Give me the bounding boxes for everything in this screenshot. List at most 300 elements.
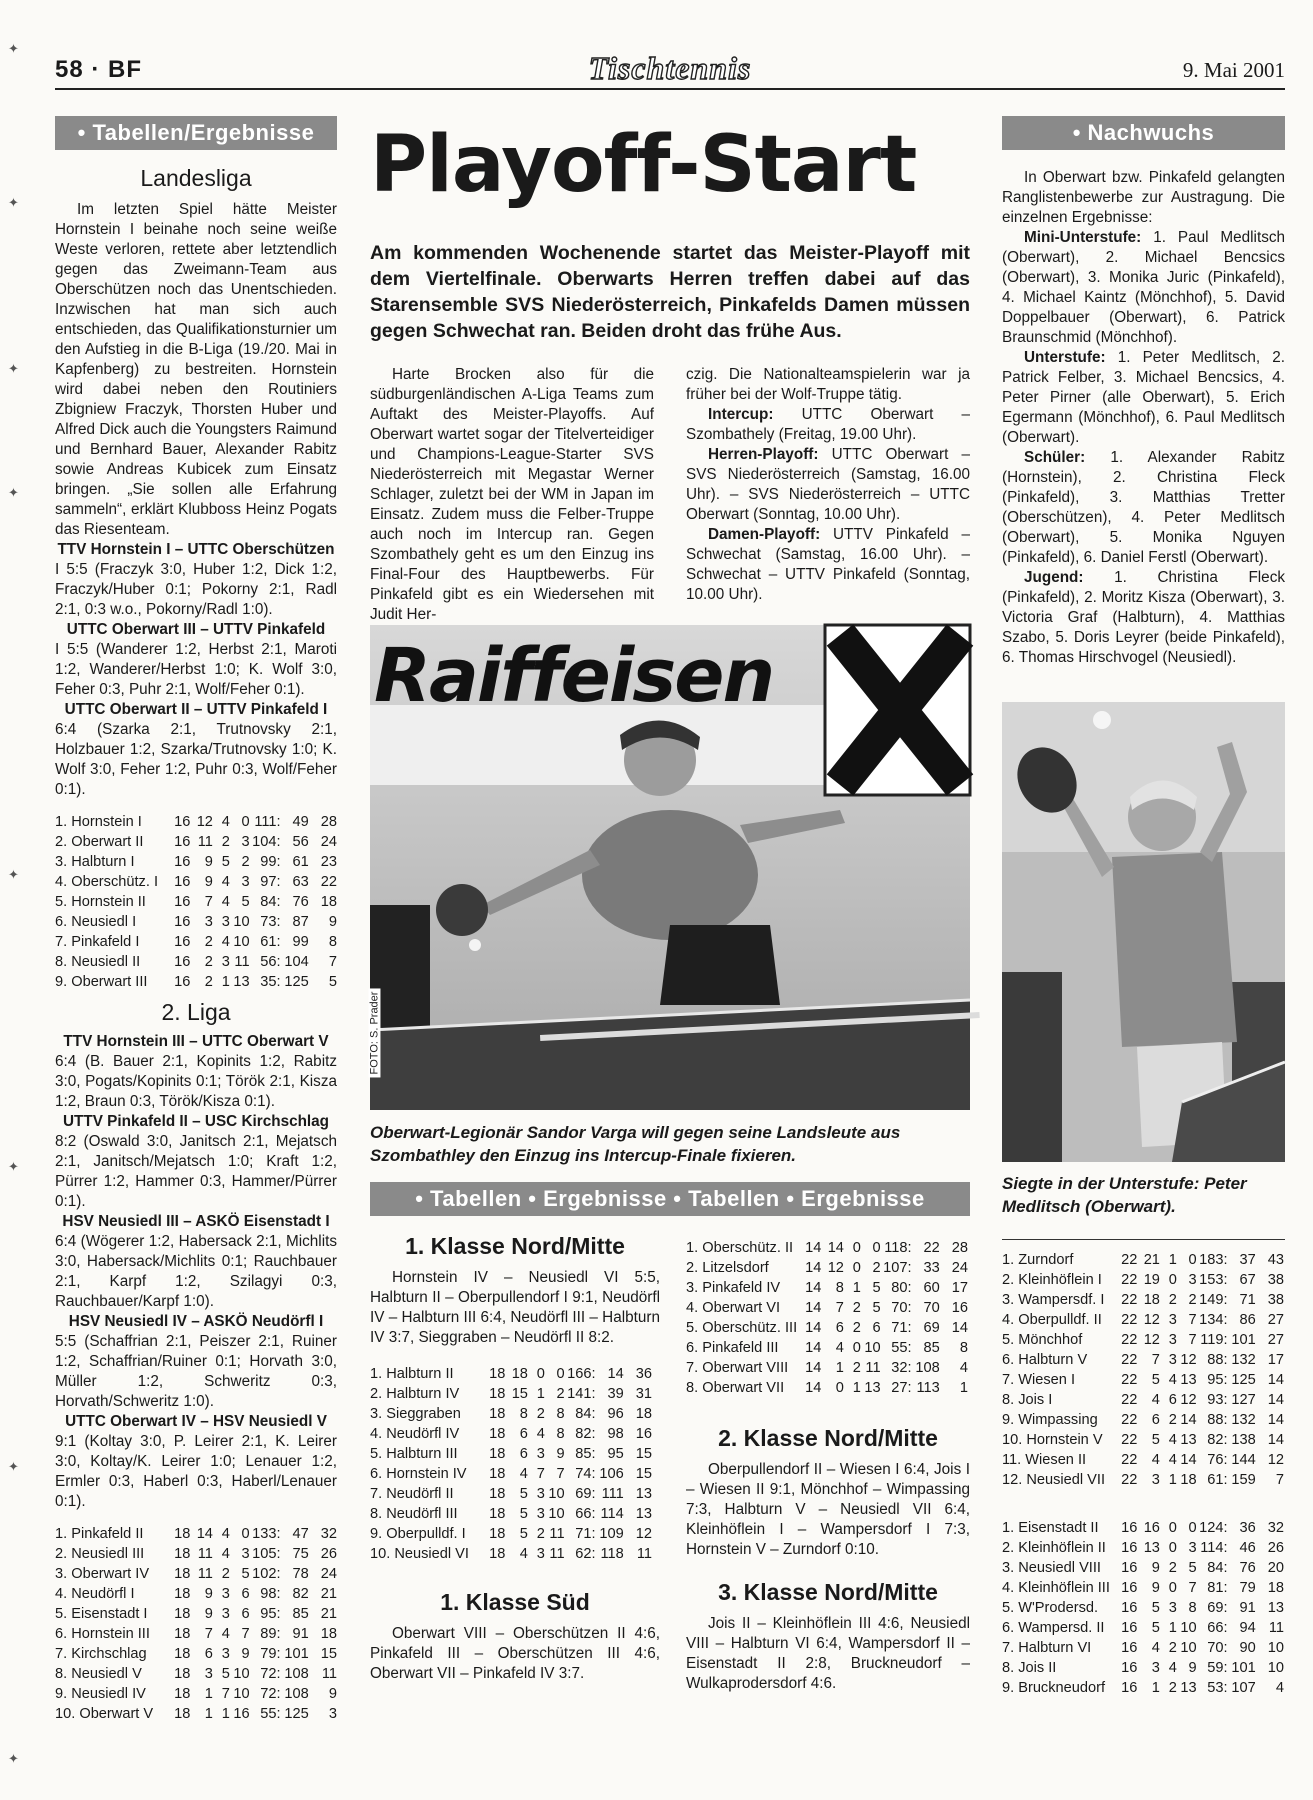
team-cell: 4. Neudörfl IV bbox=[370, 1426, 460, 1442]
stat-cell: 33 bbox=[923, 1260, 940, 1276]
stat-cell: 125 bbox=[284, 974, 309, 990]
result-entry-head: TTV Hornstein I – UTTC Oberschützen bbox=[57, 541, 335, 558]
stat-cell: 4 bbox=[1151, 1640, 1160, 1656]
stat-cell: 3 bbox=[536, 1486, 545, 1502]
stat-cell: 0 bbox=[536, 1366, 545, 1382]
stat-cell: 82 bbox=[292, 1586, 309, 1602]
stat-cell: 3 bbox=[536, 1446, 545, 1462]
stat-cell: 11 bbox=[636, 1546, 652, 1562]
margin-mark: ✦ bbox=[8, 362, 19, 377]
stat-cell: 16 bbox=[174, 954, 191, 970]
result-entry bbox=[55, 720, 337, 800]
stat-cell: 55: bbox=[260, 1706, 281, 1722]
stat-cell: 69 bbox=[923, 1320, 940, 1336]
stat-cell: 4 bbox=[1168, 1372, 1177, 1388]
table-row bbox=[55, 1584, 337, 1604]
nachwuchs-bar: • Nachwuchs bbox=[1002, 116, 1285, 150]
category-entry-head: Mini-Unterstufe: bbox=[1024, 229, 1142, 246]
stat-cell: 18 bbox=[489, 1426, 506, 1442]
stat-cell: 4 bbox=[221, 894, 230, 910]
stat-cell: 133: bbox=[252, 1526, 281, 1542]
stat-cell: 3 bbox=[221, 1606, 230, 1622]
stat-cell: 73: bbox=[260, 914, 281, 930]
team-cell: 3. Wampersdf. I bbox=[1002, 1292, 1105, 1308]
stat-cell: 91 bbox=[292, 1626, 309, 1642]
photo-credit: FOTO: S. Prader bbox=[368, 989, 380, 1078]
stat-cell: 78 bbox=[292, 1566, 309, 1582]
stat-cell: 9 bbox=[1151, 1580, 1160, 1596]
team-cell: 6. Neusiedl I bbox=[55, 914, 137, 930]
stat-cell: 108 bbox=[284, 1686, 309, 1702]
stat-cell: 0 bbox=[835, 1380, 844, 1396]
stat-cell: 108 bbox=[284, 1666, 309, 1682]
stat-cell: 114: bbox=[1200, 1540, 1228, 1556]
stat-cell: 0 bbox=[1168, 1580, 1177, 1596]
stat-cell: 2 bbox=[1168, 1640, 1177, 1656]
stat-cell: 13 bbox=[635, 1506, 652, 1522]
k3nm-results: Jois II – Kleinhöflein III 4:6, Neusiedl VIII – Halbturn VI 6:4, Wampersdorf II – Eisenstadt II 2:8, Bruckneudorf – Wulkaprodersdorf 4:6. bbox=[686, 1615, 970, 1692]
stat-cell: 125 bbox=[284, 1706, 309, 1722]
team-cell: 3. Neusiedl VIII bbox=[1002, 1560, 1101, 1576]
stat-cell: 153: bbox=[1199, 1272, 1228, 1288]
stat-cell: 16 bbox=[174, 814, 191, 830]
stat-cell: 9 bbox=[328, 914, 337, 930]
stat-cell: 2 bbox=[536, 1526, 545, 1542]
stat-cell: 22 bbox=[1121, 1252, 1138, 1268]
stat-cell: 37 bbox=[1239, 1252, 1256, 1268]
table-row bbox=[686, 1338, 968, 1358]
stat-cell: 82: bbox=[575, 1426, 596, 1442]
stat-cell: 119: bbox=[1200, 1332, 1228, 1348]
table-row bbox=[1002, 1370, 1284, 1390]
stat-cell: 14 bbox=[805, 1240, 822, 1256]
table-row bbox=[370, 1424, 652, 1444]
stat-cell: 55: bbox=[891, 1340, 912, 1356]
result-entry-head: TTV Hornstein III – UTTC Oberwart V bbox=[63, 1033, 329, 1050]
stat-cell: 71 bbox=[1239, 1292, 1256, 1308]
page-header bbox=[55, 52, 1285, 90]
stat-cell: 18 bbox=[320, 894, 337, 910]
stat-cell: 159 bbox=[1231, 1472, 1256, 1488]
result-entry-text: 6:4 (Szarka 2:1, Trutnovsky 2:1, Holzbauer 1:2, Szarka/Trutnovsky 1:0; K. Wolf 3:0, Feher 1:2, Puhr 0:3, Wolf/Feher 0:1). bbox=[55, 721, 337, 798]
lower-right-column bbox=[1002, 1250, 1285, 1698]
stat-cell: 183: bbox=[1199, 1252, 1228, 1268]
team-cell: 8. Neudörfl III bbox=[370, 1506, 458, 1522]
stat-cell: 14 bbox=[805, 1380, 822, 1396]
stat-cell: 76 bbox=[292, 894, 309, 910]
team-cell: 6. Wampersd. II bbox=[1002, 1620, 1105, 1636]
stat-cell: 9 bbox=[556, 1446, 565, 1462]
stat-cell: 10 bbox=[1180, 1620, 1197, 1636]
margin-mark: ✦ bbox=[8, 868, 19, 883]
stat-cell: 109 bbox=[599, 1526, 624, 1542]
team-cell: 2. Litzelsdorf bbox=[686, 1260, 769, 1276]
liga2-table bbox=[55, 1524, 337, 1724]
stat-cell: 74: bbox=[575, 1466, 596, 1482]
stat-cell: 104: bbox=[252, 834, 281, 850]
stat-cell: 18 bbox=[1267, 1580, 1284, 1596]
team-cell: 2. Kleinhöflein I bbox=[1002, 1272, 1102, 1288]
table-row bbox=[1002, 1270, 1284, 1290]
category-entry-head: Unterstufe: bbox=[1024, 349, 1106, 366]
stat-cell: 46 bbox=[1239, 1540, 1256, 1556]
stat-cell: 0 bbox=[241, 1526, 250, 1542]
stat-cell: 13 bbox=[1143, 1540, 1160, 1556]
stat-cell: 118 bbox=[600, 1546, 624, 1562]
stat-cell: 138 bbox=[1231, 1432, 1256, 1448]
stat-cell: 5 bbox=[241, 1566, 250, 1582]
table-row bbox=[55, 1544, 337, 1564]
left-column bbox=[55, 116, 337, 1724]
stat-cell: 63 bbox=[292, 874, 309, 890]
stat-cell: 3 bbox=[241, 1546, 250, 1562]
stat-cell: 87 bbox=[292, 914, 309, 930]
stat-cell: 81: bbox=[1207, 1580, 1228, 1596]
stat-cell: 18 bbox=[635, 1406, 652, 1422]
stat-cell: 22 bbox=[1121, 1292, 1138, 1308]
stat-cell: 3 bbox=[1188, 1540, 1197, 1556]
stat-cell: 15 bbox=[635, 1446, 652, 1462]
stat-cell: 0 bbox=[852, 1240, 861, 1256]
team-cell: 8. Jois II bbox=[1002, 1660, 1057, 1676]
stat-cell: 16 bbox=[1121, 1660, 1138, 1676]
stat-cell: 32: bbox=[891, 1360, 912, 1376]
stat-cell: 7 bbox=[1188, 1312, 1197, 1328]
team-cell: 8. Jois I bbox=[1002, 1392, 1053, 1408]
stat-cell: 18 bbox=[174, 1546, 191, 1562]
stat-cell: 95: bbox=[260, 1606, 281, 1622]
schedule-entry bbox=[686, 445, 970, 525]
stat-cell: 9 bbox=[204, 874, 213, 890]
stat-cell: 1 bbox=[852, 1380, 861, 1396]
table-row bbox=[686, 1258, 968, 1278]
lower-column-2 bbox=[686, 1238, 970, 1694]
table-row bbox=[55, 812, 337, 832]
stat-cell: 7 bbox=[1188, 1580, 1197, 1596]
table-row bbox=[1002, 1430, 1284, 1450]
category-entry-text: 1. Christina Fleck (Pinkafeld), 2. Moritz Kisza (Oberwart), 3. Victoria Graf (Halbturn), 4. Matthias Szabo, 5. Doris Leyrer (beide Pinkafeld), 6. Thomas Hirschvogel (Neusiedl). bbox=[1002, 569, 1285, 666]
stat-cell: 4 bbox=[221, 1526, 230, 1542]
stat-cell: 79 bbox=[1239, 1580, 1256, 1596]
stat-cell: 16 bbox=[174, 894, 191, 910]
team-cell: 5. Halbturn III bbox=[370, 1446, 458, 1462]
table-row bbox=[1002, 1470, 1284, 1490]
stat-cell: 8 bbox=[556, 1426, 565, 1442]
category-entry bbox=[1002, 228, 1285, 348]
stat-cell: 4 bbox=[1168, 1452, 1177, 1468]
stat-cell: 18 bbox=[174, 1626, 191, 1642]
stat-cell: 18 bbox=[511, 1366, 528, 1382]
stat-cell: 3 bbox=[221, 1586, 230, 1602]
team-cell: 1. Oberschütz. II bbox=[686, 1240, 794, 1256]
stat-cell: 2 bbox=[221, 834, 230, 850]
team-cell: 4. Oberschütz. I bbox=[55, 874, 159, 890]
table-row bbox=[1002, 1618, 1284, 1638]
stat-cell: 3 bbox=[1188, 1272, 1197, 1288]
k1s-table bbox=[686, 1238, 968, 1398]
stat-cell: 32 bbox=[320, 1526, 337, 1542]
k1nm-results: Hornstein IV – Neusiedl VI 5:5, Halbturn II – Oberpullendorf I 9:1, Neudörfl IV – Halbturn III 6:4, Neudörfl III – Halbturn IV 3:7, Sieggraben – Neudörfl II 8:2. bbox=[370, 1269, 660, 1346]
stat-cell: 2 bbox=[1168, 1680, 1177, 1696]
stat-cell: 3 bbox=[1168, 1312, 1177, 1328]
stat-cell: 5 bbox=[1151, 1600, 1160, 1616]
stat-cell: 14 bbox=[1267, 1392, 1284, 1408]
stat-cell: 16 bbox=[174, 854, 191, 870]
stat-cell: 69: bbox=[1207, 1600, 1228, 1616]
schedule-entry bbox=[686, 405, 970, 445]
stat-cell: 2 bbox=[1188, 1292, 1197, 1308]
stat-cell: 9 bbox=[328, 1686, 337, 1702]
stat-cell: 23 bbox=[320, 854, 337, 870]
k2nm-results: Oberpullendorf II – Wiesen I 6:4, Jois I – Wiesen II 9:1, Mönchhof – Wimpassing 7:3, Halbturn V – Neusiedl VII 6:4, Kleinhöflein I – Wampersdorf I 7:3, Hornstein V – Zurndorf 0:10. bbox=[686, 1461, 970, 1558]
team-cell: 2. Halbturn IV bbox=[370, 1386, 460, 1402]
team-cell: 12. Neusiedl VII bbox=[1002, 1472, 1106, 1488]
stat-cell: 14 bbox=[951, 1320, 968, 1336]
stat-cell: 7 bbox=[204, 894, 213, 910]
stat-cell: 106 bbox=[599, 1466, 624, 1482]
stat-cell: 80: bbox=[891, 1280, 912, 1296]
stat-cell: 85 bbox=[292, 1606, 309, 1622]
nachwuchs-intro: In Oberwart bzw. Pinkafeld gelangten Ranglistenbewerbe zur Austragung. Die einzelnen Ergebnisse: bbox=[1002, 169, 1285, 226]
stat-cell: 2 bbox=[1168, 1412, 1177, 1428]
stat-cell: 12 bbox=[196, 814, 213, 830]
match-schedule bbox=[686, 405, 970, 605]
stat-cell: 125 bbox=[1231, 1372, 1256, 1388]
stat-cell: 22 bbox=[1121, 1412, 1138, 1428]
stat-cell: 2 bbox=[204, 974, 213, 990]
stat-cell: 111 bbox=[601, 1486, 624, 1502]
stat-cell: 14 bbox=[805, 1280, 822, 1296]
stat-cell: 1 bbox=[852, 1280, 861, 1296]
team-cell: 4. Oberwart VI bbox=[686, 1300, 781, 1316]
stat-cell: 11 bbox=[321, 1666, 337, 1682]
stat-cell: 4 bbox=[1275, 1680, 1284, 1696]
stat-cell: 38 bbox=[1267, 1292, 1284, 1308]
stat-cell: 14 bbox=[1267, 1412, 1284, 1428]
stat-cell: 8 bbox=[519, 1406, 528, 1422]
result-entry-head: UTTC Oberwart IV – HSV Neusiedl V bbox=[65, 1413, 327, 1430]
stat-cell: 79: bbox=[260, 1646, 281, 1662]
table-row bbox=[1002, 1390, 1284, 1410]
stat-cell: 21 bbox=[1143, 1252, 1160, 1268]
stat-cell: 9 bbox=[204, 854, 213, 870]
stat-cell: 132 bbox=[1231, 1352, 1256, 1368]
stat-cell: 104 bbox=[284, 954, 309, 970]
stat-cell: 3 bbox=[204, 914, 213, 930]
stat-cell: 13 bbox=[233, 974, 250, 990]
stat-cell: 10 bbox=[233, 914, 250, 930]
stat-cell: 7 bbox=[241, 1626, 250, 1642]
stat-cell: 2 bbox=[1168, 1292, 1177, 1308]
stat-cell: 85: bbox=[575, 1446, 596, 1462]
page-number: 58 · BF bbox=[55, 56, 143, 83]
k1nm-title: 1. Klasse Nord/Mitte bbox=[405, 1233, 625, 1259]
table-row bbox=[55, 1604, 337, 1624]
team-cell: 3. Pinkafeld IV bbox=[686, 1280, 781, 1296]
table-row bbox=[370, 1544, 652, 1564]
stat-cell: 6 bbox=[204, 1646, 213, 1662]
table-row bbox=[370, 1404, 652, 1424]
stat-cell: 10 bbox=[233, 934, 250, 950]
stat-cell: 105: bbox=[252, 1546, 281, 1562]
stat-cell: 17 bbox=[1267, 1352, 1284, 1368]
stat-cell: 28 bbox=[320, 814, 337, 830]
team-cell: 6. Pinkafeld III bbox=[686, 1340, 779, 1356]
team-cell: 5. Mönchhof bbox=[1002, 1332, 1083, 1348]
stat-cell: 24 bbox=[320, 1566, 337, 1582]
stat-cell: 3 bbox=[328, 1706, 337, 1722]
stat-cell: 1 bbox=[204, 1686, 213, 1702]
lower-column-1 bbox=[370, 1226, 660, 1684]
stat-cell: 8 bbox=[556, 1406, 565, 1422]
stat-cell: 5 bbox=[519, 1506, 528, 1522]
result-entry bbox=[55, 560, 337, 620]
stat-cell: 61: bbox=[1207, 1472, 1228, 1488]
stat-cell: 11 bbox=[865, 1360, 881, 1376]
stat-cell: 102: bbox=[252, 1566, 281, 1582]
stat-cell: 21 bbox=[320, 1606, 337, 1622]
stat-cell: 1 bbox=[221, 974, 230, 990]
stat-cell: 91 bbox=[1239, 1600, 1256, 1616]
stat-cell: 93: bbox=[1207, 1392, 1228, 1408]
stat-cell: 22 bbox=[320, 874, 337, 890]
stat-cell: 12 bbox=[1180, 1352, 1197, 1368]
table-row bbox=[1002, 1518, 1284, 1538]
stat-cell: 4 bbox=[959, 1360, 968, 1376]
stat-cell: 20 bbox=[1267, 1560, 1284, 1576]
stat-cell: 4 bbox=[1151, 1392, 1160, 1408]
table-row bbox=[370, 1464, 652, 1484]
stat-cell: 98 bbox=[607, 1426, 624, 1442]
stat-cell: 16 bbox=[1121, 1520, 1138, 1536]
table-row bbox=[1002, 1290, 1284, 1310]
stat-cell: 0 bbox=[852, 1260, 861, 1276]
stat-cell: 3 bbox=[536, 1546, 545, 1562]
stat-cell: 7 bbox=[328, 954, 337, 970]
nachwuchs-results bbox=[1002, 228, 1285, 668]
stat-cell: 6 bbox=[241, 1606, 250, 1622]
table-row bbox=[55, 932, 337, 952]
stat-cell: 27 bbox=[1267, 1312, 1284, 1328]
stat-cell: 43 bbox=[1267, 1252, 1284, 1268]
stat-cell: 4 bbox=[1168, 1432, 1177, 1448]
stat-cell: 14 bbox=[805, 1360, 822, 1376]
stat-cell: 36 bbox=[1239, 1520, 1256, 1536]
stat-cell: 69: bbox=[575, 1486, 596, 1502]
stat-cell: 8 bbox=[835, 1280, 844, 1296]
stat-cell: 14 bbox=[607, 1366, 624, 1382]
junior-photo bbox=[1002, 702, 1285, 1162]
margin-mark: ✦ bbox=[8, 486, 19, 501]
stat-cell: 18 bbox=[1180, 1472, 1197, 1488]
stat-cell: 90 bbox=[1239, 1640, 1256, 1656]
stat-cell: 14 bbox=[1267, 1372, 1284, 1388]
stat-cell: 16 bbox=[174, 914, 191, 930]
team-cell: 1. Hornstein I bbox=[55, 814, 142, 830]
schedule-entry-text: UTTC Oberwart – Szombathely (Freitag, 19.00 Uhr). bbox=[686, 406, 970, 443]
stat-cell: 16 bbox=[174, 874, 191, 890]
stat-cell: 18 bbox=[320, 1626, 337, 1642]
stat-cell: 16 bbox=[233, 1706, 250, 1722]
stat-cell: 38 bbox=[1267, 1272, 1284, 1288]
stat-cell: 18 bbox=[1143, 1292, 1160, 1308]
stat-cell: 99: bbox=[260, 854, 281, 870]
table-row bbox=[1002, 1658, 1284, 1678]
table-row bbox=[1002, 1310, 1284, 1330]
landesliga-intro: Im letzten Spiel hätte Meister Hornstein I beinahe noch seine weiße Weste verloren, rettete aber letztendlich gegen das Zweimann-Team aus Oberschützen noch das Unentschieden. Inzwischen hat man sich auch entschieden, das Qualifikationsturnier um den Aufstieg in die B-Liga (19./20. Mai in Kapfenberg) zu bestreiten. Hornstein wird dabei neben den Routiniers Zbigniew Fraczyk, Thorsten Huber und Alfred Dick auch die Youngsters Raimund und Bernhard Bauer, Alexander Rabitz sowie Andreas Kubicek zum Einsatz bringen. „Sie sollen alle Erfahrung sammeln“, erklärt Klubboss Heinz Pogats das Riesenteam. bbox=[55, 201, 337, 538]
table-row bbox=[55, 1524, 337, 1544]
stat-cell: 9 bbox=[1188, 1660, 1197, 1676]
table-row bbox=[1002, 1450, 1284, 1470]
team-cell: 7. Pinkafeld I bbox=[55, 934, 140, 950]
stat-cell: 12 bbox=[1267, 1452, 1284, 1468]
category-entry-text: 1. Alexander Rabitz (Hornstein), 2. Christina Fleck (Pinkafeld), 3. Matthias Tretter (Oberschützen), 4. Peter Medlitsch (Oberwart), 5. Monika Nguyen (Pinkafeld), 6. Daniel Ferstl (Oberwart). bbox=[1002, 449, 1285, 566]
stat-cell: 134: bbox=[1199, 1312, 1228, 1328]
stat-cell: 9 bbox=[1151, 1560, 1160, 1576]
stat-cell: 5 bbox=[221, 1666, 230, 1682]
stat-cell: 141: bbox=[567, 1386, 596, 1402]
stat-cell: 15 bbox=[320, 1646, 337, 1662]
stat-cell: 84: bbox=[575, 1406, 596, 1422]
k2nm-table bbox=[1002, 1250, 1284, 1490]
stat-cell: 124: bbox=[1199, 1520, 1228, 1536]
stat-cell: 2 bbox=[241, 854, 250, 870]
result-entry-head: UTTC Oberwart II – UTTV Pinkafeld I bbox=[64, 701, 328, 718]
table-row bbox=[55, 1684, 337, 1704]
body-column-1 bbox=[370, 365, 654, 625]
team-cell: 2. Neusiedl III bbox=[55, 1546, 145, 1562]
stat-cell: 95 bbox=[607, 1446, 624, 1462]
stat-cell: 11 bbox=[197, 1566, 213, 1582]
stat-cell: 2 bbox=[204, 954, 213, 970]
section-title: Tischtennis bbox=[588, 50, 752, 86]
stat-cell: 47 bbox=[292, 1526, 309, 1542]
stat-cell: 14 bbox=[1180, 1452, 1197, 1468]
team-cell: 1. Pinkafeld II bbox=[55, 1526, 144, 1542]
junior-player-illustration bbox=[1002, 702, 1285, 1162]
stat-cell: 1 bbox=[221, 1706, 230, 1722]
stat-cell: 22 bbox=[1121, 1432, 1138, 1448]
stat-cell: 18 bbox=[174, 1666, 191, 1682]
team-cell: 8. Neusiedl II bbox=[55, 954, 141, 970]
stat-cell: 5 bbox=[221, 854, 230, 870]
tables-bar: • Tabellen • Ergebnisse • Tabellen • Ergebnisse bbox=[370, 1182, 970, 1216]
table-row bbox=[1002, 1678, 1284, 1698]
stat-cell: 12 bbox=[635, 1526, 652, 1542]
stat-cell: 6 bbox=[1168, 1392, 1177, 1408]
table-row bbox=[55, 972, 337, 992]
stat-cell: 18 bbox=[489, 1446, 506, 1462]
stat-cell: 26 bbox=[1267, 1540, 1284, 1556]
table-row bbox=[55, 1704, 337, 1724]
stat-cell: 49 bbox=[292, 814, 309, 830]
stat-cell: 67 bbox=[1239, 1272, 1256, 1288]
stat-cell: 72: bbox=[260, 1686, 281, 1702]
stat-cell: 35: bbox=[260, 974, 281, 990]
stat-cell: 13 bbox=[1180, 1432, 1197, 1448]
team-cell: 6. Halbturn V bbox=[1002, 1352, 1088, 1368]
stat-cell: 0 bbox=[1168, 1520, 1177, 1536]
stat-cell: 18 bbox=[489, 1506, 506, 1522]
stat-cell: 111: bbox=[254, 814, 281, 830]
table-row bbox=[55, 1624, 337, 1644]
table-row bbox=[55, 872, 337, 892]
stat-cell: 3 bbox=[536, 1506, 545, 1522]
table-row bbox=[370, 1484, 652, 1504]
team-cell: 9. Wimpassing bbox=[1002, 1412, 1098, 1428]
stat-cell: 16 bbox=[1143, 1520, 1160, 1536]
result-entry bbox=[55, 1132, 337, 1212]
